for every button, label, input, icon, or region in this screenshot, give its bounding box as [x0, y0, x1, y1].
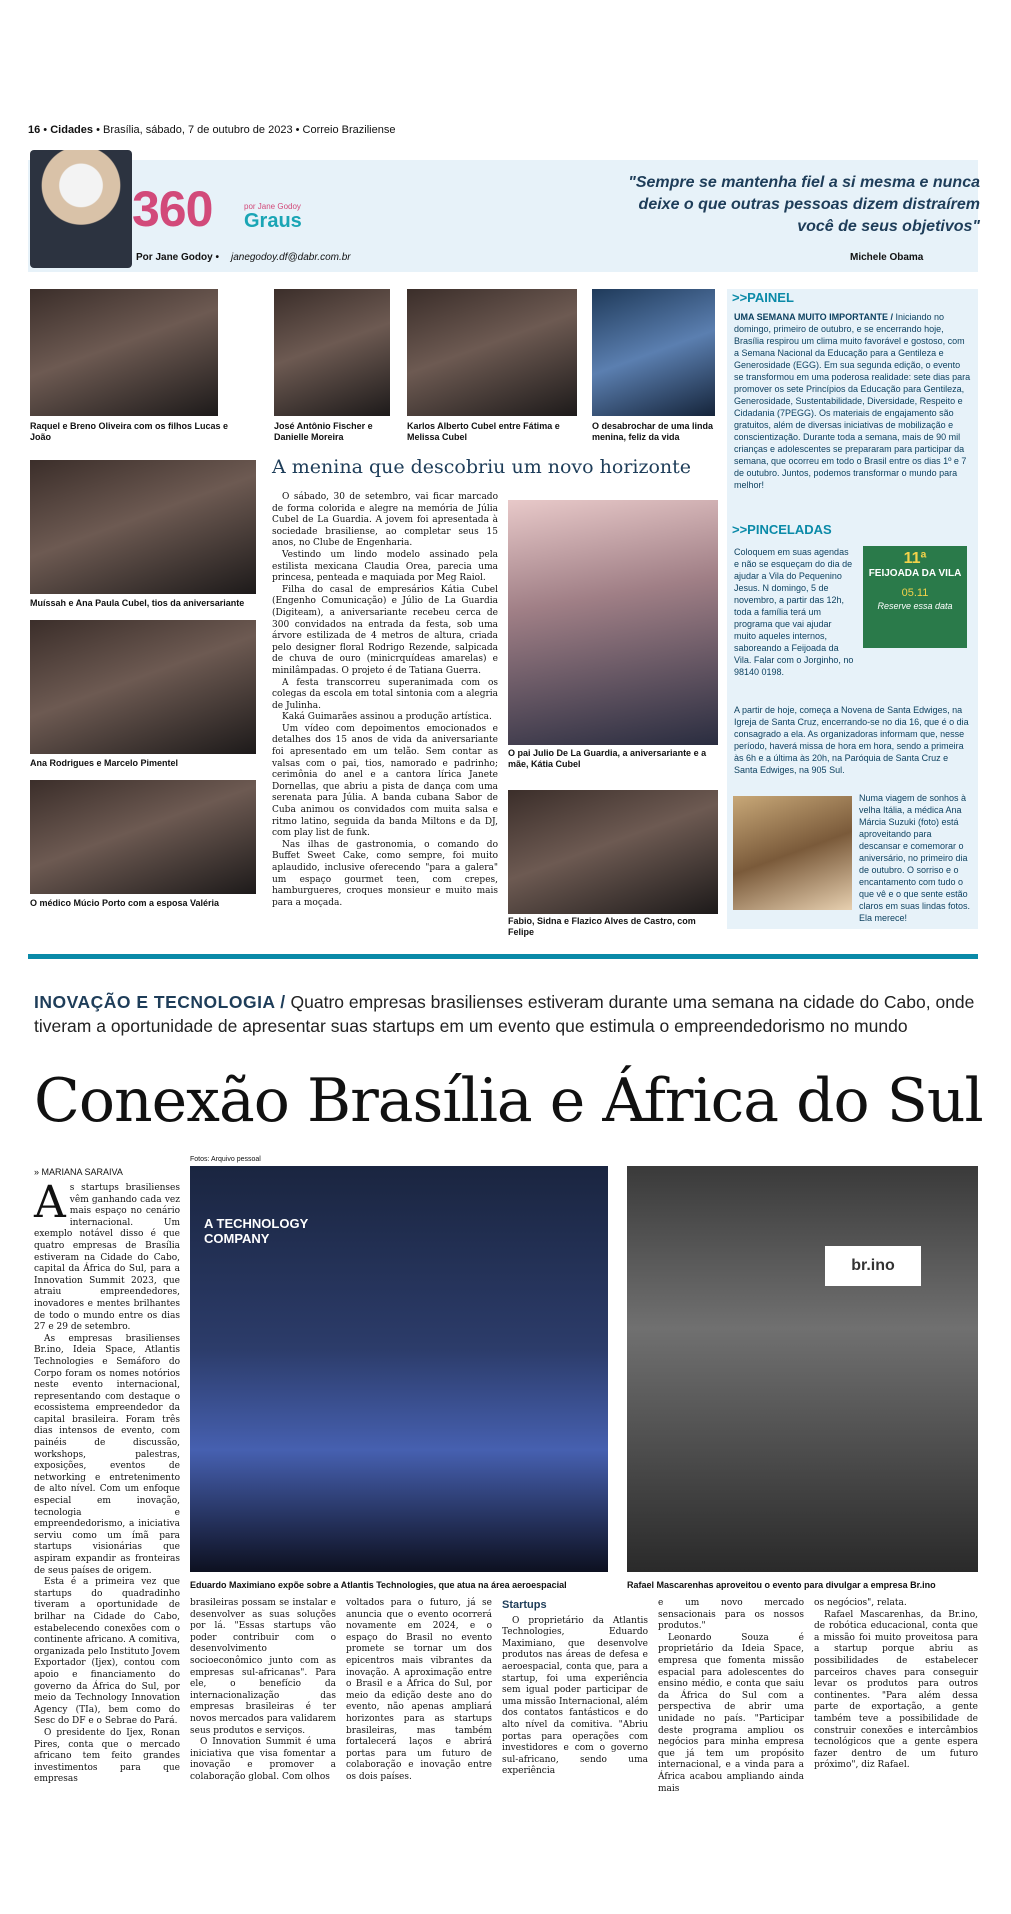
article-column-4: Startups O proprietário da Atlantis Technologies, Eduardo Maximiano, que desenvolve produtos nas áreas de defesa e aeroespacial, conta que, para a startup, foi uma experiência sem igual poder participar de uma missão Internacional, além dos contatos fantásticos e do alto nível da comitiva. "Abriu portas para operações com investidores e com o governo sul-africano, sendo uma experiência — [502, 1599, 648, 1777]
article-column-3: voltados para o futuro, já se anuncia que o evento ocorrerá novamente em 2024, e o espaço do Brasil no evento promete se tornar um dos epicentros mais vibrantes da inovação. A aproximação entre o Brasil e a África do Sul, por meio da edição deste ano do evento, não apenas ampliará horizontes para as startups brasileiras, mas também fortalecerá laços e abrirá portas para um futuro de colaboração e inovação entre os dois países. — [346, 1598, 492, 1782]
section-divider — [28, 954, 978, 959]
page-folio: 16 • Cidades • Brasília, sábado, 7 de outubro de 2023 • Correio Braziliense — [28, 124, 396, 136]
feijoada-date: 05.11 — [901, 587, 929, 599]
story-author: » MARIANA SARAIVA — [34, 1167, 123, 1177]
screen-text: A TECHNOLOGY COMPANY — [204, 1216, 309, 1246]
photo-cubel-family — [407, 289, 577, 416]
photo-caption: José Antônio Fischer e Danielle Moreira — [274, 421, 373, 442]
painel-text: UMA SEMANA MUITO IMPORTANTE / Iniciando no domingo, primeiro de outubro, e se encerrando hoje, Brasília respirou um clima muito favorável e gostoso, com a Semana Nacional da Educação para a Gentileza e Generosidade (EGG). Em sua segunda edição, o evento se transformou em uma poderosa realidade: sete dias para promover os sete Princípios da Educação para Gentileza, Generosidade, Sustentabilidade, Diversidade, Respeito e Cidadania (7PEGG). Os materiais de engajamento são gratuitos, além de diversas iniciativas de mobilização e conscientização. Durante toda a semana, mais de 90 mil crianças e adolescentes se prepararam para participar da semana, que ocorreu em todo o Brasil entre os dias 1º e 7 de outubro. Juntos, podemos transformar o mundo para melhor! — [734, 312, 971, 490]
subhead-startups: Startups — [502, 1599, 547, 1611]
photo-caption: Muíssah e Ana Paula Cubel, tios da aniversariante — [30, 598, 245, 608]
column-logo-byline: por Jane Godoy — [244, 202, 301, 211]
column-byline: Por Jane Godoy • janegodoy.df@dabr.com.br — [136, 252, 351, 263]
columnist-email[interactable]: janegodoy.df@dabr.com.br — [230, 252, 351, 263]
main-headline: Conexão Brasília e África do Sul — [34, 1066, 983, 1136]
photo-caption: O pai Julio De La Guardia, a aniversariante e a mãe, Kátia Cubel — [508, 748, 707, 769]
column-logo-number: 360 — [132, 181, 213, 237]
feijoada-cta: Reserve essa data — [877, 601, 953, 611]
article-column-1: As startups brasilienses vêm ganhando cada vez mais espaço no cenário internacional. Um exemplo notável disso é que quatro empresas de Brasília estiveram na Cidade do Cabo, capital da África do Sul, para a Innovation Summit 2023, que atraiu empreendedores, inovadores e mentes brilhantes de todo o mundo entre os dias 27 e 29 de setembro. As empresas brasilienses Br.ino, Ideia Space, Atlantis Technologies e Semáforo do Corpo foram os nomes notórios neste evento internacional, representando com destaque o ecossistema empreendedor da capital brasileira. Foram três dias intensos de evento, com painéis de discussão, workshops, palestras, exposições, eventos de networking e entretenimento de alto nível. Com um enfoque especial em inovação, tecnologia e empreendedorismo, a iniciativa serviu como um ímã para startups visionárias que aspiram expandir as fronteiras de seus países de origem. Esta é a primeira vez que startups do quadradinho tiveram a oportunidade de brilhar na Cidade do Cabo, estabelecendo conexões com o continente africano. A comitiva, organizada pelo Instituto Jovem Exportador (Ijex), contou com apoio e financiamento do governo da África do Sul, por meio da Technology Innovation Agency (TIa), bem como do Sesc do DF e o Sebrae do Pará. O presidente do Ijex, Ronan Pires, conta que o mercado africano tem feito grandes investimentos para que empresas — [34, 1177, 180, 1785]
photo-caption: Raquel e Breno Oliveira com os filhos Lucas e João — [30, 421, 229, 442]
feijoada-edition: 11ª — [903, 550, 927, 567]
photo-mucio-porto — [30, 780, 256, 894]
photo-alves-de-castro — [508, 790, 718, 914]
pinceladas-item-1: Coloquem em suas agendas e não se esqueçam do dia de ajudar a Vila do Pequenino Jesus. N domingo, 5 de novembro, a partir das 12h, toda a família terá um programa que vai ajudar muito aqueles internos, saboreando a Feijoada da Vila. Falar com o Jorginho, no 98140 0198. — [734, 547, 854, 677]
header-quote: "Sempre se mantenha fiel a si mesma e nunca deixe o que outras pessoas dizem distraírem você de seus objetivos" — [628, 174, 980, 235]
feijoada-poster — [863, 546, 967, 648]
pinceladas-item-3: Numa viagem de sonhos à velha Itália, a médica Ana Márcia Suzuki (foto) está aproveitando para descansar e comemorar o aniversário, no primeiro dia de outubro. O sorriso e o encantamento com tudo o que vê e o que sente estão claros em suas lindas fotos. Ela merece! — [859, 793, 971, 923]
photo-family-oliveira — [30, 289, 218, 416]
photo-caption: Ana Rodrigues e Marcelo Pimentel — [30, 758, 179, 768]
photo-caption: Eduardo Maximiano expõe sobre a Atlantis Technologies, que atua na área aeroespacial — [190, 1580, 567, 1590]
photo-stage-presentation — [190, 1166, 608, 1572]
story-kicker: INOVAÇÃO E TECNOLOGIA / Quatro empresas brasilienses estiveram durante uma semana na cidade do Cabo, onde tiveram a oportunidade de apresentar suas startups em um evento que estimula o empreendedorismo no mundo — [34, 992, 975, 1036]
photo-ana-marcia-suzuki — [733, 796, 852, 910]
article-column-5: e um novo mercado sensacionais para os nossos produtos." Leonardo Souza é proprietário da Ideia Space, empresa que fomenta missão espacial para adolescentes do ensino médio, e conta que saiu da África do Sul com a perspectiva de abrir uma unidade no país. "Participar deste programa ampliou os negócios para minha empresa que já tem um propósito internacional, e a vinda para a África acabou ampliando ainda mais — [658, 1598, 804, 1794]
brino-logo: br.ino — [825, 1246, 921, 1286]
photo-caption: Rafael Mascarenhas aproveitou o evento para divulgar a empresa Br.ino — [627, 1580, 936, 1590]
photo-credit: Fotos: Arquivo pessoal — [190, 1156, 261, 1163]
photo-parents-birthday — [508, 500, 718, 745]
pinceladas-title: >>PINCELADAS — [732, 522, 832, 537]
column-logo-word: Graus — [244, 210, 302, 232]
quote-author: Michele Obama — [850, 252, 924, 263]
photo-fischer — [274, 289, 390, 416]
photo-rodrigues-pimentel — [30, 620, 256, 754]
feijoada-title: FEIJOADA DA VILA — [868, 568, 962, 579]
story-headline: A menina que descobriu um novo horizonte — [272, 456, 692, 478]
photo-caption: O desabrochar de uma linda menina, feliz da vida — [592, 421, 714, 442]
photo-birthday-girl — [592, 289, 715, 416]
columnist-portrait — [30, 150, 132, 268]
photo-muissah-ana-paula — [30, 460, 256, 594]
painel-title: >>PAINEL — [732, 290, 794, 305]
photo-caption: Karlos Alberto Cubel entre Fátima e Melissa Cubel — [407, 421, 560, 442]
drop-cap: A — [34, 1177, 66, 1228]
photo-rafael-mascarenhas — [627, 1166, 978, 1572]
article-column-6: os negócios", relata. Rafael Mascarenhas, da Br.ino, de robótica educacional, conta que a missão foi muito proveitosa para a startup porque abriu as possibilidades de estabelecer parceiros chaves para conseguir levar os produtos para outros continentes. "Para além dessa parte de exportação, a gente também teve a possibilidade de construir conexões e intercâmbios tecnológicos que a gente espera fazer dentro de um futuro próximo", diz Rafael. — [814, 1598, 978, 1771]
article-column-2: brasileiras possam se instalar e desenvolver as suas soluções por lá. "Essas startups vão poder contribuir com o desenvolvimento socioeconômico junto com as empresas sul-africanas". Para ele, o benefício da internacionalização das empresas brasileiras é ter novos mercados para validarem seus produtos e serviços. O Innovation Summit é uma iniciativa que visa fomentar a inovação e promover a colaboração global. Com olhos — [190, 1598, 336, 1782]
photo-caption: Fabio, Sidna e Flazico Alves de Castro, com Felipe — [508, 916, 696, 937]
photo-caption: O médico Múcio Porto com a esposa Valéria — [30, 898, 220, 908]
story-body: O sábado, 30 de setembro, vai ficar marcado de forma colorida e alegre na memória de Júlia Cubel de La Guardia. A jovem foi apresentada à sociedade brasiliense, ao completar seus 15 anos, no Clube de Engenharia. Vestindo um lindo modelo assinado pela estilista mexicana Claudia Orea, parecia uma princesa, penteada e maquiada por Meg Raiol. Filha do casal de empresários Kátia Cubel (Engenho Comunicação) e Júlio de La Guardia (Digiteam), a aniversariante recebeu cerca de 300 convidados na entrada da festa, sob uma árvore estilizada de 4 metros de altura, criada pelo designer floral Rodrigo Rezende, salpicada de chuva de ouro (minicrquídeas amarelas) e minilâmpadas. O projeto é de Tatiana Guerra. A festa transcorreu superanimada com os colegas da escola em total sintonia com a alegria de Julinha. Kaká Guimarães assinou a produção artística. Um vídeo com depoimentos emocionados e detalhes dos 15 anos de vida da aniversariante foi apresentado em um telão. Sem contar as valsas com o pai, tios, namorado e padrinho; cerimônia do anel e a cantora lírica Janete Dornellas, que abriu a pista de dança com uma serenata para Júlia. A banda cubana Sabor de Cuba animou os convidados com muita salsa e ritmo latino, seguida da banda Miltons e da DJ, com play list de funk. Nas ilhas de gastronomia, o comando do Buffet Sweet Cake, como sempre, foi muito aplaudido, inclusive oferecendo "para a galera" um espaço gourmet teen, com crepes, hamburgueres, croques monsieur e muito mais para a moçada. — [272, 492, 498, 908]
pinceladas-item-2: A partir de hoje, começa a Novena de Santa Edwiges, na Igreja de Santa Cruz, encerrando-se no dia 16, que é o dia consagrado a ela. As organizadoras informam que, nesse período, haverá missa de hora em hora, sendo a primeira às 6h e a última às 20h, na Paróquia de Santa Cruz e Santa Edwiges, na 905 Sul. — [734, 705, 969, 775]
